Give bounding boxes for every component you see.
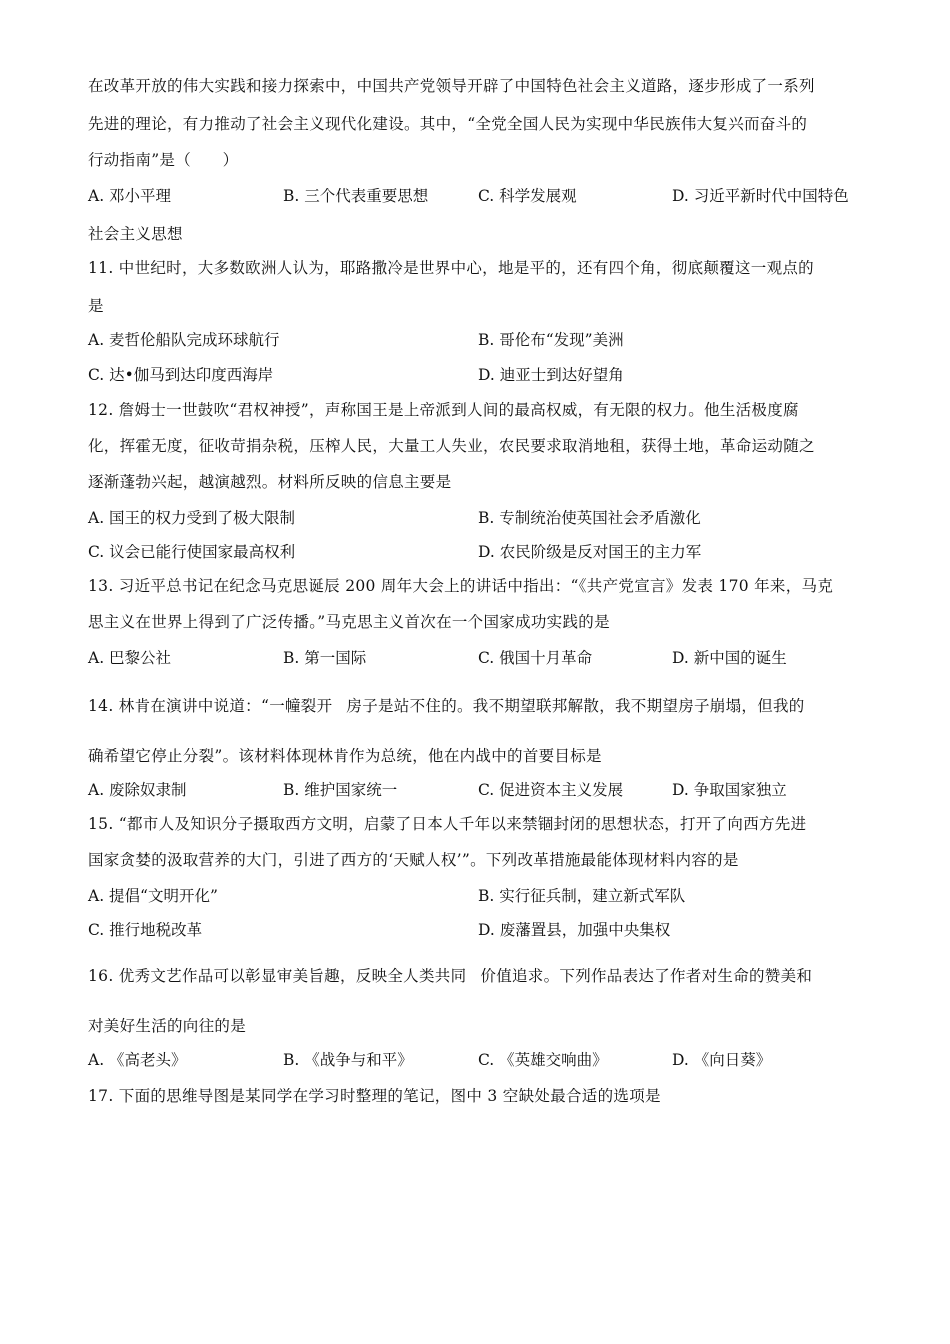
q14-option-c[interactable]: C. 促进资本主义发展 <box>478 781 624 799</box>
q12-line-2: 化，挥霍无度，征收苛捐杂税，压榨人民，大量工人失业，农民要求取消地租，获得土地，革命运动随之 <box>88 437 815 455</box>
q10-line-1: 在改革开放的伟大实践和接力探索中，中国共产党领导开辟了中国特色社会主义道路，逐步形成了一系列 <box>88 77 815 95</box>
q15-option-a[interactable]: A. 提倡“文明开化” <box>88 887 218 905</box>
q16-line-1-part-b: 价值追求。下列作品表达了作者对生命的赞美和 <box>480 967 813 985</box>
q16-option-b[interactable]: B. 《战争与和平》 <box>283 1051 413 1069</box>
q14-line-1-part-a: 14. 林肯在演讲中说道：“一幢裂开 <box>88 697 333 715</box>
q13-line-1: 13. 习近平总书记在纪念马克思诞辰 200 周年大会上的讲话中指出：“《共产党宣言》发表 170 年来，马克 <box>88 577 834 595</box>
q13-option-b[interactable]: B. 第一国际 <box>283 649 367 667</box>
q15-option-d[interactable]: D. 废藩置县，加强中央集权 <box>478 921 671 939</box>
q14-option-a[interactable]: A. 废除奴隶制 <box>88 781 187 799</box>
q11-option-c[interactable]: C. 达•伽马到达印度西海岸 <box>88 366 274 384</box>
q10-option-c[interactable]: C. 科学发展观 <box>478 187 577 205</box>
q10-line-3: 行动指南”是（ ） <box>88 151 239 169</box>
q13-option-c[interactable]: C. 俄国十月革命 <box>478 649 593 667</box>
q16-option-d[interactable]: D. 《向日葵》 <box>672 1051 772 1069</box>
q13-option-a[interactable]: A. 巴黎公社 <box>88 649 172 667</box>
q11-option-d[interactable]: D. 迪亚士到达好望角 <box>478 366 624 384</box>
q11-option-b[interactable]: B. 哥伦布“发现”美洲 <box>478 331 624 349</box>
q14-option-b[interactable]: B. 维护国家统一 <box>283 781 398 799</box>
q16-line-1 <box>88 966 812 986</box>
q12-option-b[interactable]: B. 专制统治使英国社会矛盾激化 <box>478 509 701 527</box>
q10-option-d-continued: 社会主义思想 <box>88 225 183 243</box>
q15-option-c[interactable]: C. 推行地税改革 <box>88 921 203 939</box>
q10-line-2: 先进的理论，有力推动了社会主义现代化建设。其中，“全党全国人民为实现中华民族伟大复兴而奋斗的 <box>88 115 808 133</box>
q12-option-c[interactable]: C. 议会已能行使国家最高权利 <box>88 543 296 561</box>
q10-option-b[interactable]: B. 三个代表重要思想 <box>283 187 429 205</box>
q17-line: 17. 下面的思维导图是某同学在学习时整理的笔记，图中 3 空缺处最合适的选项是 <box>88 1087 661 1105</box>
q16-option-a[interactable]: A. 《高老头》 <box>88 1051 187 1069</box>
q13-option-d[interactable]: D. 新中国的诞生 <box>672 649 787 667</box>
q11-line-1: 11. 中世纪时，大多数欧洲人认为，耶路撒冷是世界中心，地是平的，还有四个角，彻底颠覆这一观点的 <box>88 259 814 277</box>
q14-line-2: 确希望它停止分裂”。该材料体现林肯作为总统，他在内战中的首要目标是 <box>88 747 602 765</box>
q12-option-d[interactable]: D. 农民阶级是反对国王的主力军 <box>478 543 702 561</box>
q15-line-2: 国家贪婪的汲取营养的大门，引进了西方的‘天赋人权’”。下列改革措施最能体现材料内容的是 <box>88 851 739 869</box>
q15-line-1: 15. “都市人及知识分子摄取西方文明，启蒙了日本人千年以来禁锢封闭的思想状态，打开了向西方先进 <box>88 815 807 833</box>
q16-option-c[interactable]: C. 《英雄交响曲》 <box>478 1051 608 1069</box>
q11-option-a[interactable]: A. 麦哲伦船队完成环球航行 <box>88 331 280 349</box>
q14-line-1 <box>88 696 805 716</box>
q15-option-b[interactable]: B. 实行征兵制，建立新式军队 <box>478 887 686 905</box>
q14-line-1-part-b: 房子是站不住的。我不期望联邦解散，我不期望房子崩塌，但我的 <box>346 697 805 715</box>
q10-option-d[interactable]: D. 习近平新时代中国特色 <box>672 187 849 205</box>
q16-line-2: 对美好生活的向往的是 <box>88 1017 247 1035</box>
q13-line-2: 思主义在世界上得到了广泛传播。”马克思主义首次在一个国家成功实践的是 <box>88 613 610 631</box>
q12-line-3: 逐渐蓬勃兴起，越演越烈。材料所反映的信息主要是 <box>88 473 452 491</box>
q12-option-a[interactable]: A. 国王的权力受到了极大限制 <box>88 509 296 527</box>
q16-line-1-part-a: 16. 优秀文艺作品可以彰显审美旨趣，反映全人类共同 <box>88 967 467 985</box>
q14-option-d[interactable]: D. 争取国家独立 <box>672 781 787 799</box>
q12-line-1: 12. 詹姆士一世鼓吹“君权神授”，声称国王是上帝派到人间的最高权威，有无限的权力。他生活极度腐 <box>88 401 799 419</box>
q11-line-2: 是 <box>88 297 104 315</box>
q10-option-a[interactable]: A. 邓小平理 <box>88 187 172 205</box>
